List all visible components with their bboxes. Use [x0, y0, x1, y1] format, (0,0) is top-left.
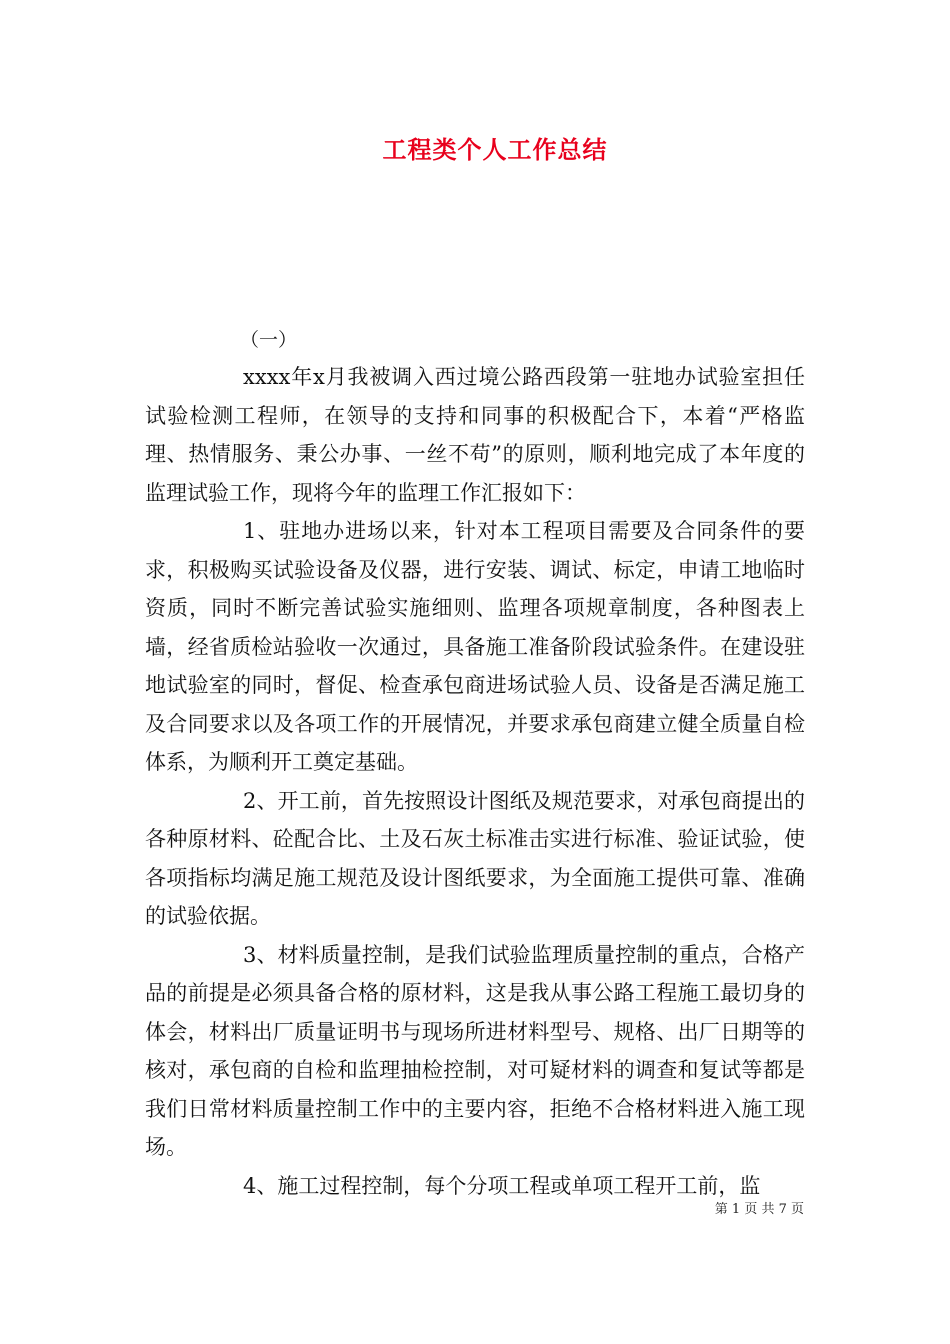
document-title: 工程类个人工作总结: [382, 135, 608, 164]
document-body: [145, 358, 805, 1205]
paragraph-intro: xxxx年x月我被调入西过境公路西段第一驻地办试验室担任试验检测工程师，在领导的支持和同事的积极配合下，本着“严格监理、热情服务、秉公办事、一丝不苟”的原则，顺利地完成了本年度的监理试验工作，现将今年的监理工作汇报如下：: [145, 365, 805, 505]
section-marker: （一）: [240, 329, 298, 351]
paragraph-item-2: 2、开工前，首先按照设计图纸及规范要求，对承包商提出的各种原材料、砼配合比、土及石灰土标准击实进行标准、验证试验，使各项指标均满足施工规范及设计图纸要求，为全面施工提供可靠、准确的试验依据。: [145, 788, 805, 928]
paragraph-item-4: 4、施工过程控制，每个分项工程或单项工程开工前，监: [243, 1173, 761, 1198]
page-number-footer: 第 1 页 共 7 页: [714, 1202, 804, 1217]
paragraph-item-1: 1、驻地办进场以来，针对本工程项目需要及合同条件的要求，积极购买试验设备及仪器，进行安装、调试、标定，申请工地临时资质，同时不断完善试验实施细则、监理各项规章制度，各种图表上墙，经省质检站验收一次通过，具备施工准备阶段试验条件。在建设驻地试验室的同时，督促、检查承包商进场试验人员、设备是否满足施工及合同要求以及各项工作的开展情况，并要求承包商建立健全质量自检体系，为顺利开工奠定基础。: [145, 519, 805, 774]
paragraph-item-3: 3、材料质量控制，是我们试验监理质量控制的重点，合格产品的前提是必须具备合格的原材料，这是我从事公路工程施工最切身的体会，材料出厂质量证明书与现场所进材料型号、规格、出厂日期等的核对，承包商的自检和监理抽检控制，对可疑材料的调查和复试等都是我们日常材料质量控制工作中的主要内容，拒绝不合格材料进入施工现场。: [145, 942, 805, 1159]
